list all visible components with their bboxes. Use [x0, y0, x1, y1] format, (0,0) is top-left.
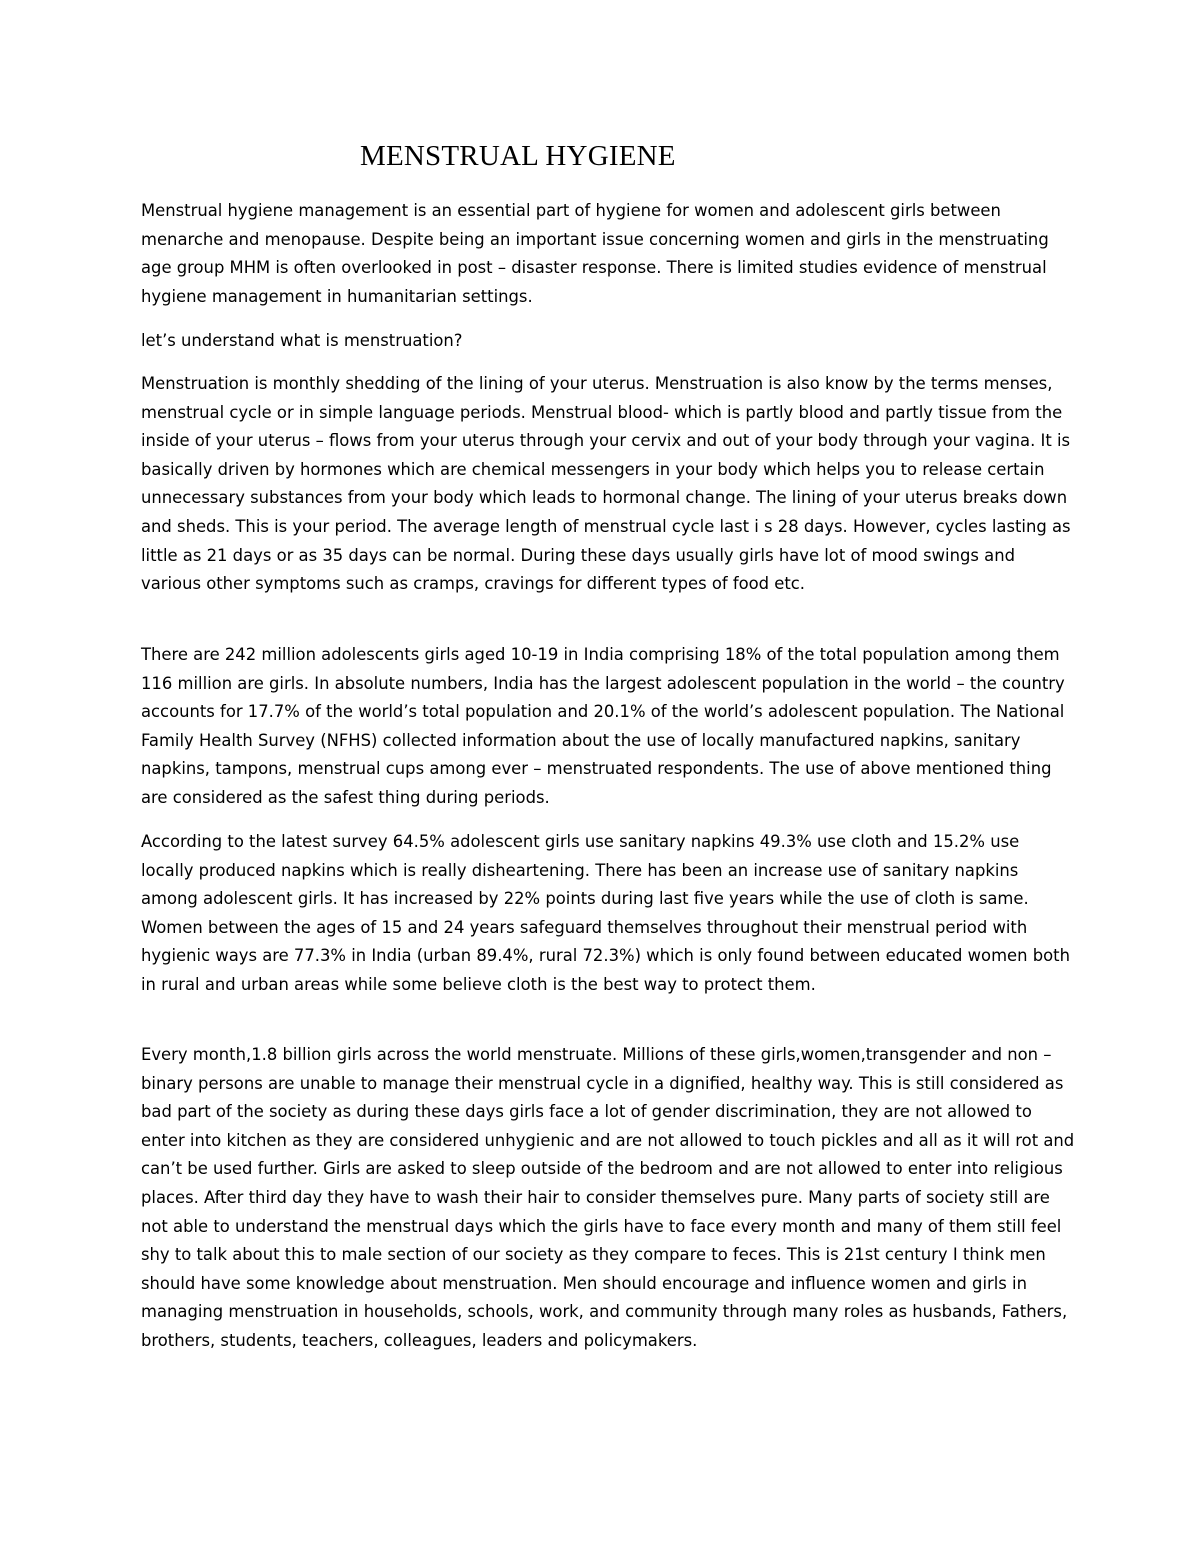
document-title: MENSTRUAL HYGIENE — [360, 140, 676, 172]
paragraph-survey — [141, 828, 1076, 1000]
paragraph-statistics — [141, 641, 1076, 813]
paragraph-text: Every month,1.8 billion girls across the world menstruate. Millions of these girls,women,transgender and non – binary persons are unable to manage their menstrual cycle in a dignified, healthy way. This is still considered as bad part of the society as during these days girls face a lot of gender discrimination, they are not allowed to enter into kitchen as they are considered unhygienic and are not allowed to touch pickles and all as it will rot and can’t be used further. Girls are asked to sleep outside of the bedroom and are not allowed to enter into religious places. After third day they have to wash their hair to consider themselves pure. Many parts of society still are not able to understand the menstrual days which the girls have to face every month and many of them still feel shy to talk about this to male section of our society as they compare to feces. This is 21st century I think men should have some knowledge about menstruation. Men should encourage and influence women and girls in managing menstruation in households, schools, work, and community through many roles as husbands, Fathers, brothers, students, teachers, colleagues, leaders and policymakers. — [141, 1045, 1075, 1350]
paragraph-question — [141, 327, 1076, 356]
paragraph-text: There are 242 million adolescents girls aged 10-19 in India comprising 18% of the total population among them 116 million are girls. In absolute numbers, India has the largest adolescent population in the world – the country accounts for 17.7% of the world’s total population and 20.1% of the world’s adolescent population. The National Family Health Survey (NFHS) collected information about the use of locally manufactured napkins, sanitary napkins, tampons, menstrual cups among ever – menstruated respondents. The use of above mentioned thing are considered as the safest thing during periods. — [141, 645, 1065, 807]
paragraph-society — [141, 1041, 1076, 1356]
paragraph-text: let’s understand what is menstruation? — [141, 331, 463, 350]
paragraph-definition — [141, 370, 1076, 599]
paragraph-text: According to the latest survey 64.5% adolescent girls use sanitary napkins 49.3% use cloth and 15.2% use locally produced napkins which is really disheartening. There has been an increase use of sanitary napkins among adolescent girls. It has increased by 22% points during last five years while the use of cloth is same. Women between the ages of 15 and 24 years safeguard themselves throughout their menstrual period with hygienic ways are 77.3% in India (urban 89.4%, rural 72.3%) which is only found between educated women both in rural and urban areas while some believe cloth is the best way to protect them. — [141, 832, 1070, 994]
paragraph-text: Menstruation is monthly shedding of the lining of your uterus. Menstruation is also know by the terms menses, menstrual cycle or in simple language periods. Menstrual blood- which is partly blood and partly tissue from the inside of your uterus – flows from your uterus through your cervix and out of your body through your vagina. It is basically driven by hormones which are chemical messengers in your body which helps you to release certain unnecessary substances from your body which leads to hormonal change. The lining of your uterus breaks down and sheds. This is your period. The average length of menstrual cycle last i s 28 days. However, cycles lasting as little as 21 days or as 35 days can be normal. During these days usually girls have lot of mood swings and various other symptoms such as cramps, cravings for different types of food etc. — [141, 374, 1071, 594]
paragraph-intro — [141, 197, 1076, 311]
paragraph-text: Menstrual hygiene management is an essential part of hygiene for women and adolescent girls between menarche and menopause. Despite being an important issue concerning women and girls in the menstruating age group MHM is often overlooked in post – disaster response. There is limited studies evidence of menstrual hygiene management in humanitarian settings. — [141, 201, 1049, 306]
